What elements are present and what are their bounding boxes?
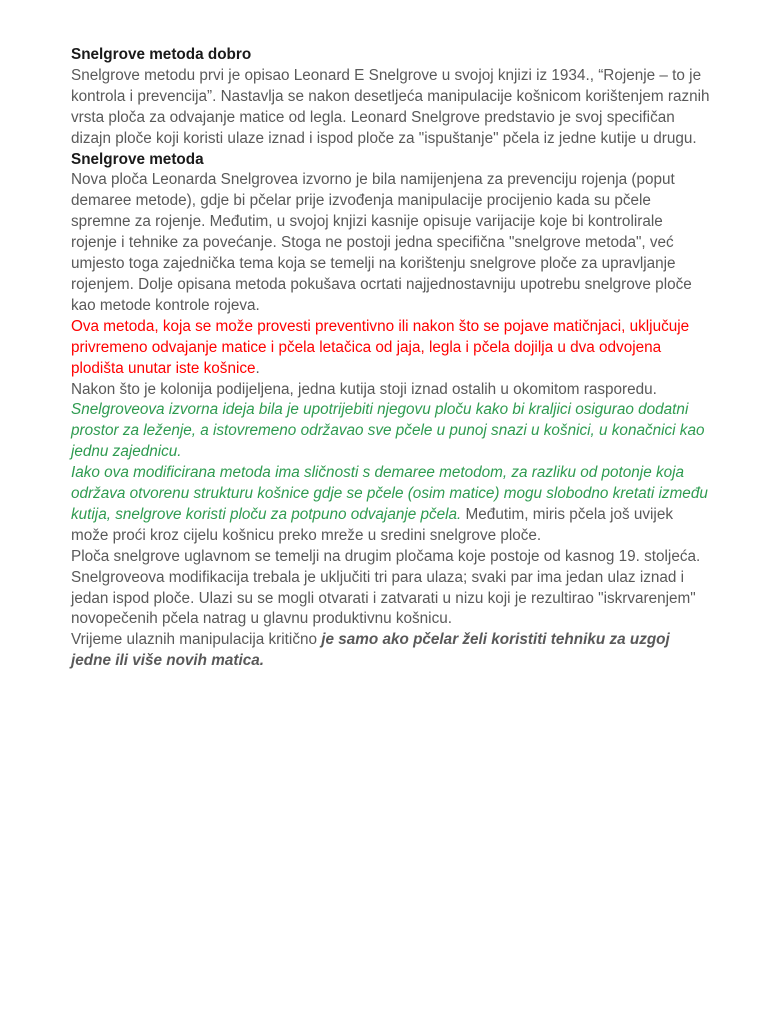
- highlighted-red-text: Ova metoda, koja se može provesti preventivno ili nakon što se pojave matičnjaci, uključuje privremeno odvajanje matice i pčela letačica od jaja, legla i pčela dojilja u dva odvojena plodišta unutar iste košnice: [71, 317, 690, 377]
- demaree-paragraph: [71, 463, 711, 547]
- section-paragraph-intro: Snelgrove metodu prvi je opisao Leonard E Snelgrove u svojoj knjizi iz 1934., “Rojenje – to je kontrola i prevencija”. Nastavlja se nakon desetljeća manipulacije košnicom korištenjem raznih vrsta ploča za odvajanje matice od legla. Leonard Snelgrove predstavio je svoj specifičan dizajn ploče koji koristi ulaze iznad i ispod ploče za "ispuštanje" pčela iz jedne kutije u drugu.: [71, 66, 710, 147]
- red-paragraph-period: .: [255, 359, 260, 377]
- method-paragraph-intro: Nova ploča Leonarda Snelgrovea izvorno je bila namijenjena za prevenciju rojenja (poput demaree metode), gdje bi pčelar prije izvođenja manipulacije procijenio kada su pčele spremne za rojenje. Međutim, u svojoj knjizi kasnije opisuje varijacije koje bi kontrolirale rojenje i tehnike za povećanje. Stoga ne postoji jedna specifična "snelgrove metoda", već umjesto toga zajednička tema koja se temelji na korištenju snelgrove ploče za upravljanje rojenjem. Dolje opisana metoda pokušava ocrtati najjednostavniju upotrebu snelgrove ploče kao metode kontrole rojeva.: [71, 171, 692, 314]
- timing-text: Vrijeme ulaznih manipulacija kritično: [71, 631, 322, 649]
- split-paragraph: [71, 380, 711, 464]
- timing-paragraph: [71, 630, 711, 672]
- split-text: Nakon što je kolonija podijeljena, jedna kutija stoji iznad ostalih u okomitom rasporedu.: [71, 380, 657, 398]
- section-heading-good: Snelgrove metoda dobro: [71, 46, 252, 63]
- method-paragraph-red: [71, 317, 711, 380]
- section-heading-method: Snelgrove metoda: [71, 150, 204, 168]
- highlighted-green-text-2: Iako ova modificirana metoda ima sličnosti s demaree metodom, za razliku od potonje koja održava otvorenu strukturu košnice gdje se pčele (osim matice) mogu slobodno kretati između kutija, snelgrove koristi ploču za potpuno odvajanje pčela.: [71, 464, 708, 523]
- highlighted-green-text-1: Snelgroveova izvorna ideja bila je upotrijebiti njegovu ploču kako bi kraljici osigurao dodatni prostor za leženje, a istovremeno održavao sve pčele u punoj snazi u košnici, u konačnici kao jednu zajednicu.: [71, 401, 705, 461]
- plate-paragraph: Ploča snelgrove uglavnom se temelji na drugim pločama koje postoje od kasnog 19. stoljeća. Snelgroveova modifikacija trebala je uključiti tri para ulaza; svaki par ima jedan ulaz iznad i jedan ispod ploče. Ulazi su se mogli otvarati i zatvarati u nizu koji je rezultirao "iskrvarenjem" novopečenih pčela natrag u glavnu produktivnu košnicu.: [71, 547, 701, 628]
- document-page: [71, 45, 711, 672]
- timing-bold-text: je samo ako pčelar želi koristiti tehniku za uzgoj jedne ili više novih matica.: [71, 631, 670, 670]
- smell-text: Međutim, miris pčela još uvijek može proći kroz cijelu košnicu preko mreže u sredini snelgrove ploče.: [71, 505, 673, 544]
